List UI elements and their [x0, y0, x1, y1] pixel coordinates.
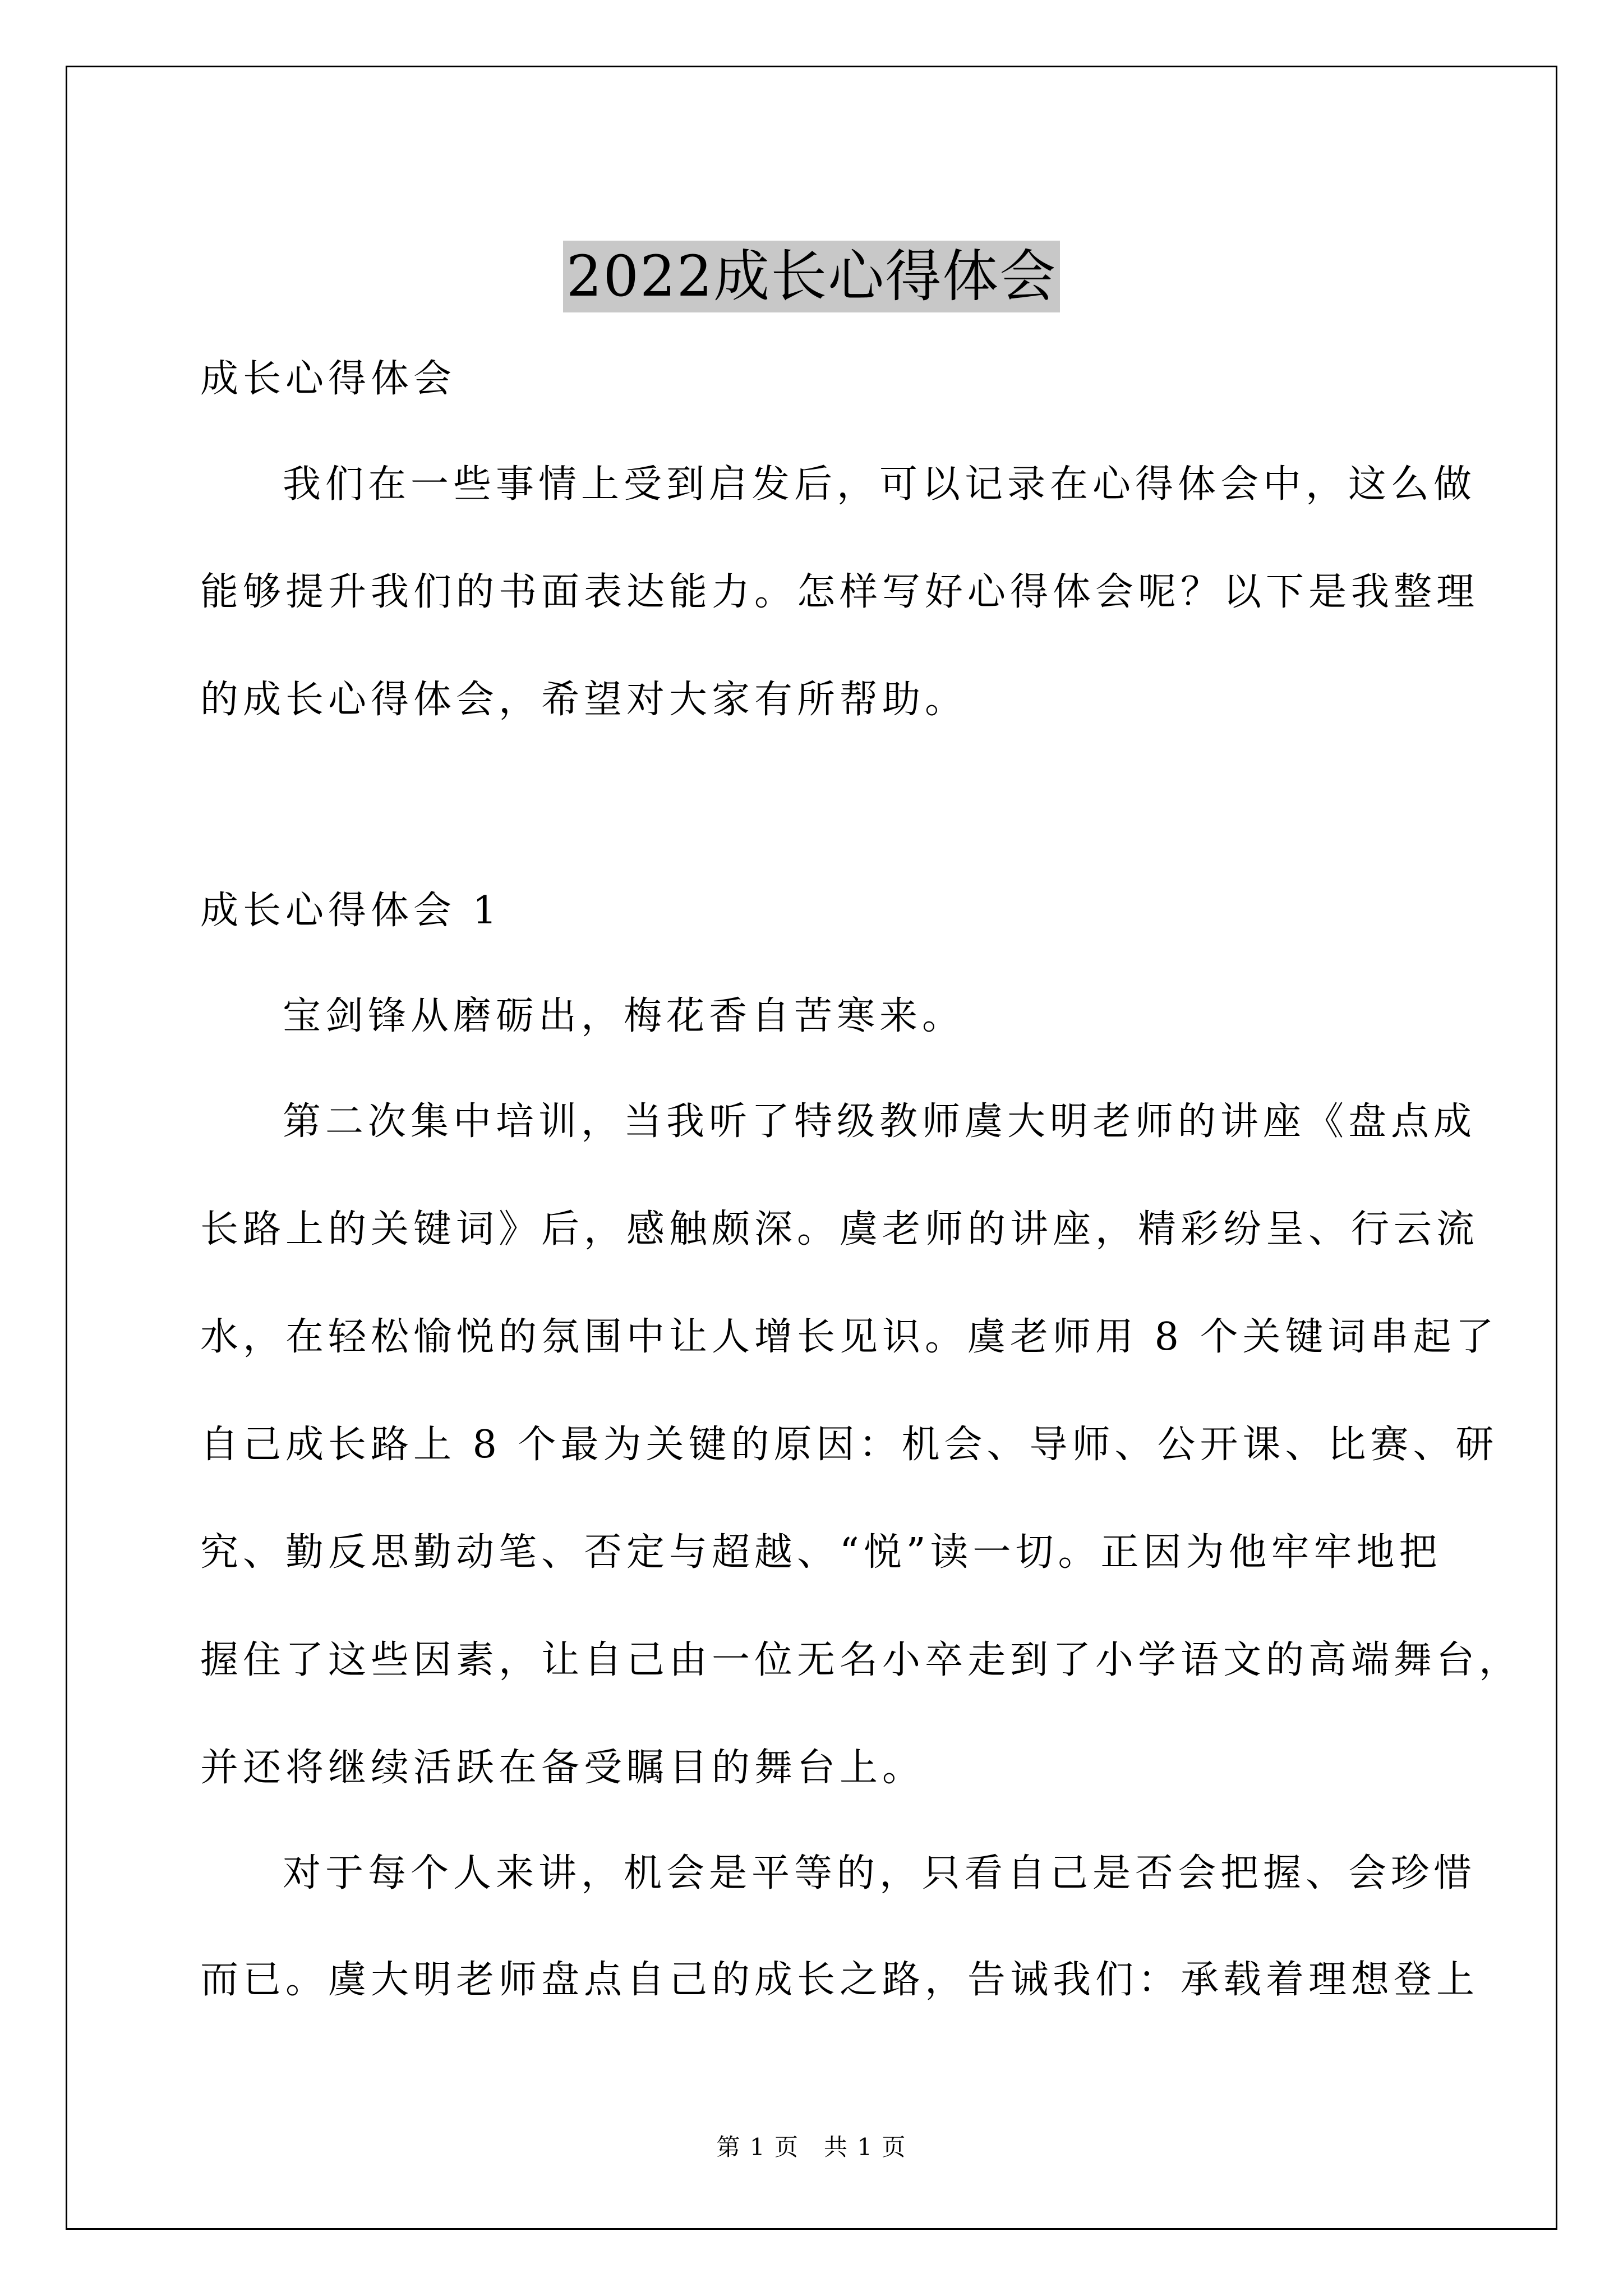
body-line-8: 并还将继续活跃在备受瞩目的舞台上。: [200, 1746, 925, 1790]
body-line-9: 对于每个人来讲，机会是平等的，只看自己是否会把握、会珍惜: [283, 1851, 1477, 1895]
body-line-1: 宝剑锋从磨砺出，梅花香自苦寒来。: [283, 994, 965, 1038]
page-number-footer: 第 1 页 共 1 页: [716, 2133, 907, 2161]
intro-line-3: 的成长心得体会，希望对大家有所帮助。: [200, 678, 968, 722]
body-line-6: 究、勤反思勤动笔、否定与超越、“悦”读一切。正因为他牢牢地把: [200, 1530, 1442, 1575]
body-line-10: 而已。虞大明老师盘点自己的成长之路，告诫我们：承载着理想登上: [200, 1958, 1479, 2002]
intro-line-2: 能够提升我们的书面表达能力。怎样写好心得体会呢？以下是我整理: [200, 570, 1479, 614]
body-line-5: 自己成长路上 8 个最为关键的原因：机会、导师、公开课、比赛、研: [200, 1423, 1498, 1467]
body-line-4: 水，在轻松愉悦的氛围中让人增长见识。虞老师用 8 个关键词串起了: [200, 1315, 1498, 1359]
intro-line-1: 我们在一些事情上受到启发后，可以记录在心得体会中，这么做: [283, 462, 1477, 507]
document-title: 2022成长心得体会: [563, 241, 1061, 312]
body-line-2: 第二次集中培训，当我听了特级教师虞大明老师的讲座《盘点成: [283, 1099, 1477, 1144]
body-line-3: 长路上的关键词》后，感触颇深。虞老师的讲座，精彩纷呈、行云流: [200, 1207, 1479, 1251]
title-container: [0, 203, 1623, 350]
document-subtitle: 成长心得体会: [200, 357, 457, 401]
section-heading: 成长心得体会 1: [200, 889, 501, 933]
body-line-7: 握住了这些因素，让自己由一位无名小卒走到了小学语文的高端舞台，: [200, 1638, 1522, 1682]
